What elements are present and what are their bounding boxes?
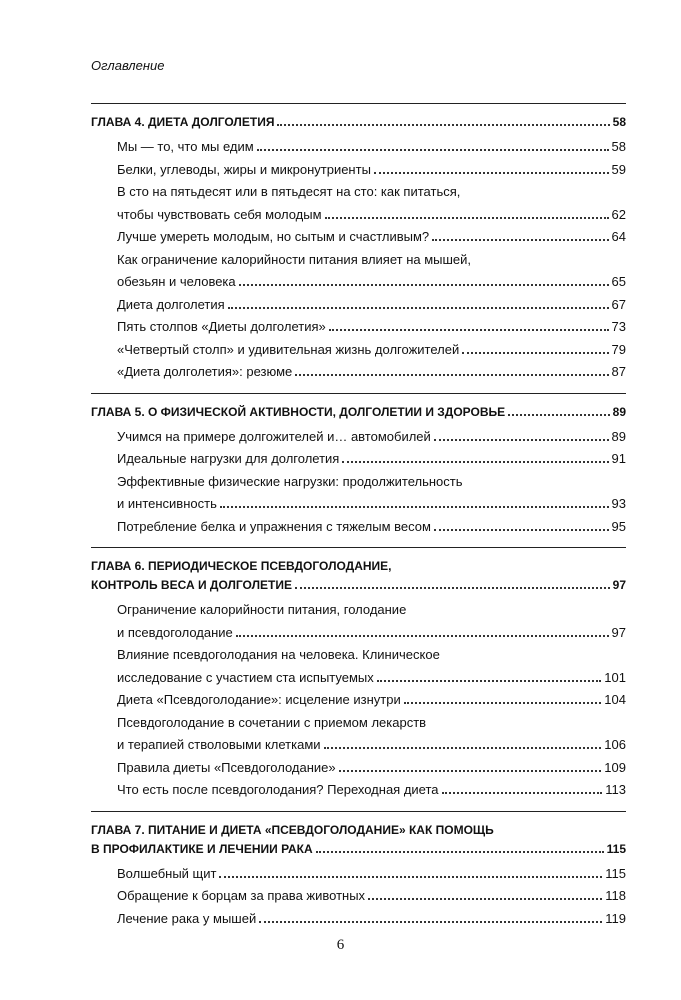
dot-leader (259, 921, 602, 923)
toc-entry-line (117, 471, 626, 494)
toc-entry-text: Эффективные физические нагрузки: продолжительность (117, 473, 463, 489)
toc-entry-page-number: 73 (611, 319, 626, 334)
toc-entry-line (117, 361, 626, 384)
toc-entry-page-number: 89 (611, 428, 626, 444)
toc-entry-line (117, 294, 626, 317)
toc-entry-line (117, 493, 626, 516)
chapter-heading-text: ГЛАВА 7. ПИТАНИЕ И ДИЕТА «ПСЕВДОГОЛОДАНИЕ» КАК ПОМОЩЬ (91, 822, 494, 837)
toc-entry[interactable] (117, 644, 626, 689)
dot-leader (434, 529, 609, 531)
toc-entry-text: и интенсивность (117, 496, 217, 511)
dot-leader (462, 352, 608, 354)
dot-leader (339, 770, 602, 772)
chapter-heading[interactable] (91, 557, 626, 595)
toc-entry-text: Учимся на примере долгожителей и… автомобилей (117, 428, 431, 444)
toc-entry-line (117, 667, 626, 690)
toc-entry-text: В сто на пятьдесят или в пятьдесят на сто: как питаться, (117, 184, 461, 199)
toc-entry-text: Лечение рака у мышей (117, 910, 257, 926)
toc-entry-text: Обращение к борцам за права животных (117, 888, 366, 903)
dot-leader (316, 851, 604, 853)
toc-entry-line (117, 181, 626, 204)
chapter-heading-line (91, 821, 626, 840)
toc-entry-line (117, 908, 626, 931)
toc-entry-text: Что есть после псевдоголодания? Переходная диета (117, 782, 439, 797)
dot-leader (325, 217, 609, 219)
toc-entry-text: обезьян и человека (117, 274, 236, 289)
toc-chapter (91, 393, 626, 539)
toc-entry[interactable] (117, 339, 626, 362)
toc-entry[interactable] (117, 294, 626, 317)
toc-entry-line (117, 689, 626, 712)
toc-entry-line (117, 779, 626, 802)
toc-entry-text: Идеальные нагрузки для долголетия (117, 451, 340, 466)
toc-entry-page-number: 106 (604, 737, 626, 752)
chapter-heading-text: ГЛАВА 6. ПЕРИОДИЧЕСКОЕ ПСЕВДОГОЛОДАНИЕ, (91, 559, 392, 573)
toc-entry-text: Пять столпов «Диеты долголетия» (117, 319, 326, 334)
toc-entry-line (117, 757, 626, 780)
toc-entry-page-number: 91 (611, 451, 626, 466)
dot-leader (236, 635, 609, 637)
toc-entry[interactable] (117, 689, 626, 712)
toc-entry[interactable] (117, 471, 626, 516)
chapter-heading-page-number: 89 (612, 404, 626, 419)
chapter-heading[interactable] (91, 113, 626, 132)
toc-entry[interactable] (117, 316, 626, 339)
toc-entry-page-number: 93 (611, 496, 626, 511)
chapter-heading-line (91, 113, 626, 132)
toc-chapter (91, 547, 626, 802)
toc-entry-line (117, 136, 626, 159)
toc-entry-line (117, 426, 626, 449)
page-number: 6 (336, 937, 345, 953)
toc-entry-line (117, 622, 626, 645)
chapter-heading-text: ГЛАВА 5. О ФИЗИЧЕСКОЙ АКТИВНОСТИ, ДОЛГОЛЕТИИ И ЗДОРОВЬЕ (91, 404, 506, 419)
dot-leader (374, 172, 609, 174)
toc-entry[interactable] (117, 181, 626, 226)
dot-leader (368, 898, 602, 900)
chapter-heading-page-number: 115 (606, 841, 626, 856)
toc-entry[interactable] (117, 712, 626, 757)
toc-entry-page-number: 109 (604, 759, 626, 775)
toc-entry-text: Псевдоголодание в сочетании с приемом лекарств (117, 714, 427, 730)
toc-chapter (91, 103, 626, 384)
toc-entry-line (117, 339, 626, 362)
toc-entry[interactable] (117, 448, 626, 471)
toc-chapter (91, 811, 626, 931)
toc-entry-page-number: 115 (605, 865, 626, 881)
toc-entry-text: Диета «Псевдоголодание»: исцеление изнутри (117, 692, 401, 707)
dot-leader (239, 284, 609, 286)
toc-entry-page-number: 65 (611, 274, 626, 289)
toc-entry-page-number: 58 (611, 139, 626, 154)
toc-entry-text: Потребление белка и упражнения с тяжелым весом (117, 518, 431, 534)
chapter-heading-line (91, 403, 626, 422)
toc-entry[interactable] (117, 757, 626, 780)
toc-entry-line (117, 863, 626, 886)
toc-entry-line (117, 448, 626, 471)
dot-leader (432, 239, 608, 241)
toc-entry-page-number: 62 (611, 206, 626, 222)
toc-entry-page-number: 59 (611, 161, 626, 177)
dot-leader (329, 329, 609, 331)
toc-entry[interactable] (117, 516, 626, 539)
toc-entry-line (117, 644, 626, 667)
chapter-heading-page-number: 97 (612, 578, 626, 592)
toc-entry-page-number: 97 (611, 624, 626, 640)
toc-entry-text: Правила диеты «Псевдоголодание» (117, 759, 336, 775)
dot-leader (220, 506, 609, 508)
toc-entry-line (117, 271, 626, 294)
toc-entry-page-number: 79 (611, 341, 626, 357)
toc-entry-text: Ограничение калорийности питания, голодание (117, 602, 407, 617)
toc-entry-page-number: 67 (611, 296, 626, 312)
toc-entry[interactable] (117, 779, 626, 802)
toc-entry-page-number: 101 (604, 669, 626, 685)
dot-leader (377, 680, 602, 682)
toc-entry[interactable] (117, 863, 626, 886)
toc-entry-line (117, 734, 626, 757)
toc-entry[interactable] (117, 599, 626, 644)
toc-entry-line (117, 204, 626, 227)
toc-entry-line (117, 316, 626, 339)
toc-entry-page-number: 118 (605, 888, 626, 903)
chapter-heading-line (91, 840, 626, 859)
toc-entry-text: «Четвертый столп» и удивительная жизнь долгожителей (117, 341, 460, 357)
toc-entry[interactable] (117, 361, 626, 384)
toc-entry-text: и терапией стволовыми клетками (117, 737, 321, 752)
toc-entry-text: Мы — то, что мы едим (117, 139, 254, 154)
toc-entry-text: Как ограничение калорийности питания влияет на мышей, (117, 251, 472, 267)
toc-entry-text: исследование с участием ста испытуемых (117, 669, 374, 685)
toc-entry-text: чтобы чувствовать себя молодым (117, 206, 322, 222)
toc-entry-text: Влияние псевдоголодания на человека. Клиническое (117, 647, 440, 662)
dot-leader (219, 876, 602, 878)
dot-leader (342, 461, 608, 463)
toc-entry-page-number: 87 (611, 364, 626, 379)
toc-entry-line (117, 516, 626, 539)
chapter-heading-line (91, 576, 626, 595)
dot-leader (404, 702, 602, 704)
toc-entry-line (117, 226, 626, 249)
chapter-heading-line (91, 557, 626, 576)
dot-leader (295, 374, 608, 376)
toc-entry[interactable] (117, 159, 626, 182)
toc-entry-page-number: 104 (604, 692, 626, 707)
dot-leader (277, 124, 609, 126)
toc-entry-line (117, 885, 626, 908)
toc-entry[interactable] (117, 249, 626, 294)
dot-leader (228, 307, 609, 309)
dot-leader (324, 747, 602, 749)
dot-leader (508, 414, 609, 416)
toc-entry-page-number: 95 (611, 518, 626, 534)
dot-leader (257, 149, 609, 151)
toc-entry[interactable] (117, 136, 626, 159)
toc-entry-line (117, 159, 626, 182)
running-head: Оглавление (91, 58, 165, 73)
toc-entry[interactable] (117, 426, 626, 449)
toc-entry-line (117, 249, 626, 272)
dot-leader (442, 792, 603, 794)
toc-entry-text: Диета долголетия (117, 296, 225, 312)
chapter-heading-text: ГЛАВА 4. ДИЕТА ДОЛГОЛЕТИЯ (91, 115, 275, 129)
chapter-heading[interactable] (91, 403, 626, 422)
toc-entry[interactable] (117, 885, 626, 908)
chapter-heading-page-number: 58 (612, 115, 626, 129)
toc-entry-text: «Диета долголетия»: резюме (117, 364, 293, 379)
table-of-contents (91, 103, 626, 939)
chapter-heading-text: В ПРОФИЛАКТИКЕ И ЛЕЧЕНИИ РАКА (91, 841, 313, 856)
toc-entry-page-number: 64 (611, 229, 626, 244)
toc-entry-text: и псевдоголодание (117, 624, 233, 640)
toc-entry-line (117, 712, 626, 735)
toc-entry-text: Белки, углеводы, жиры и микронутриенты (117, 161, 371, 177)
chapter-heading-text: КОНТРОЛЬ ВЕСА И ДОЛГОЛЕТИЕ (91, 578, 292, 592)
toc-entry-line (117, 599, 626, 622)
chapter-heading[interactable] (91, 821, 626, 859)
toc-entry-page-number: 119 (605, 910, 626, 926)
toc-entry[interactable] (117, 908, 626, 931)
toc-entry-text: Лучше умереть молодым, но сытым и счастливым? (117, 229, 430, 244)
toc-entry-page-number: 113 (605, 782, 626, 797)
toc-entry[interactable] (117, 226, 626, 249)
dot-leader (295, 587, 610, 589)
dot-leader (434, 439, 609, 441)
toc-entry-text: Волшебный щит (117, 865, 217, 881)
